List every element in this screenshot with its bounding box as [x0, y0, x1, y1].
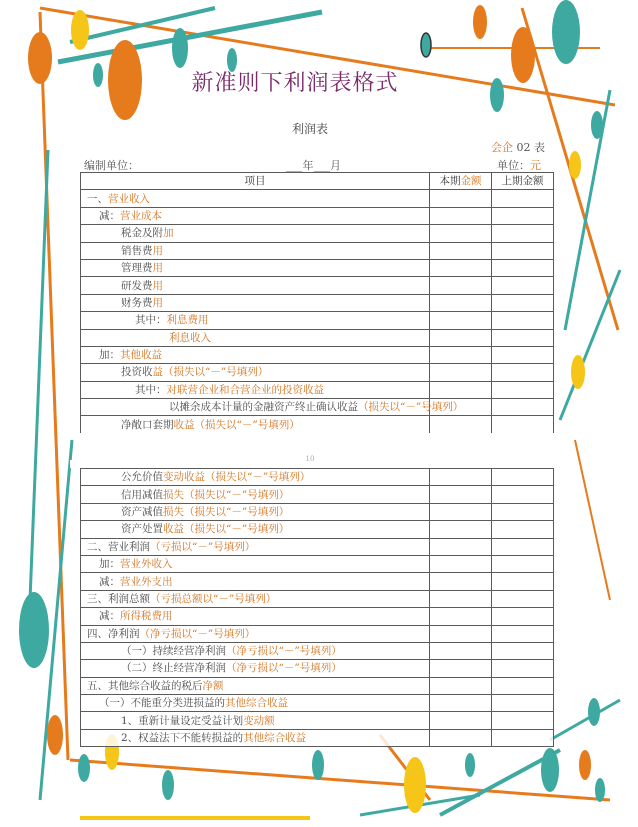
- previous-period-amount-cell[interactable]: [492, 695, 554, 712]
- form-code-number: 02 表: [516, 141, 545, 154]
- line-item-label: [81, 521, 430, 538]
- current-period-amount-cell[interactable]: [430, 590, 492, 607]
- current-period-amount-cell[interactable]: [430, 381, 492, 398]
- line-item-label: [81, 207, 430, 224]
- current-period-amount-cell[interactable]: [430, 660, 492, 677]
- line-item-text: 资产减值: [121, 505, 163, 518]
- previous-period-amount-cell[interactable]: [492, 486, 554, 503]
- line-item-highlight: 营业收入: [108, 192, 150, 205]
- income-statement-table-part1: [80, 172, 554, 433]
- deco-blob-orange-bottom: [579, 750, 591, 780]
- deco-blob-yellow-bottom2: [404, 757, 426, 813]
- current-period-amount-cell[interactable]: [430, 294, 492, 311]
- line-item-label: [81, 660, 430, 677]
- table-row: [81, 521, 554, 538]
- line-item-label: [81, 590, 430, 607]
- table-row: [81, 695, 554, 712]
- line-item-label: [81, 399, 464, 416]
- deco-blob-orange-left-low: [47, 715, 63, 755]
- table-row: [81, 364, 554, 381]
- line-item-highlight: 其他综合收益: [225, 697, 288, 710]
- deco-line-teal-right3: [550, 700, 620, 740]
- line-item-highlight: 用: [152, 244, 163, 257]
- line-item-text: 投资收: [121, 366, 153, 379]
- current-period-amount-cell[interactable]: [430, 207, 492, 224]
- table-row: [81, 242, 554, 259]
- current-period-amount-cell[interactable]: [430, 469, 492, 486]
- current-period-amount-cell[interactable]: [430, 346, 492, 363]
- previous-period-amount-cell[interactable]: [492, 660, 554, 677]
- report-period: ___年___月: [286, 159, 341, 172]
- line-item-highlight: （损失以“－”号填列）: [358, 401, 464, 414]
- line-item-highlight: 收益（损失以“－”号填列）: [163, 523, 290, 536]
- previous-period-amount-cell[interactable]: [492, 259, 554, 276]
- previous-period-amount-cell[interactable]: [492, 225, 554, 242]
- previous-period-amount-cell[interactable]: [492, 538, 554, 555]
- table-body-part2: [81, 469, 554, 747]
- previous-period-amount-cell[interactable]: [492, 294, 554, 311]
- deco-line-teal-left2: [30, 150, 48, 600]
- table-row: [81, 590, 554, 607]
- line-item-text: 财务费: [121, 296, 153, 309]
- current-period-amount-cell[interactable]: [430, 503, 492, 520]
- previous-period-amount-cell[interactable]: [492, 608, 554, 625]
- line-item-label: [81, 695, 430, 712]
- current-period-amount-cell[interactable]: [430, 259, 492, 276]
- line-item-highlight: （净亏损以“－”号填列）: [226, 645, 342, 658]
- previous-period-amount-cell[interactable]: [492, 590, 554, 607]
- table-row: [81, 573, 554, 590]
- line-item-label: [81, 642, 430, 659]
- table-body-part1: [81, 190, 554, 433]
- line-item-text: 其中：: [135, 383, 167, 396]
- current-period-amount-cell[interactable]: [430, 555, 492, 572]
- line-item-label: [81, 346, 430, 363]
- current-period-amount-cell[interactable]: [430, 677, 492, 694]
- previous-period-amount-cell[interactable]: [492, 329, 554, 346]
- page-title: 新准则下利润表格式: [191, 71, 399, 96]
- deco-blob-teal-bottom4: [465, 753, 475, 777]
- line-item-label: [81, 608, 430, 625]
- line-item-text: 四、净利润: [87, 627, 140, 640]
- line-item-label: [81, 259, 430, 276]
- income-statement-table-part2: [80, 468, 554, 747]
- table-row: [81, 608, 554, 625]
- line-item-text: 其中：: [135, 314, 167, 327]
- line-item-label: [81, 712, 430, 729]
- previous-period-amount-cell[interactable]: [492, 277, 554, 294]
- line-item-label: [81, 503, 430, 520]
- currency-unit-label: 单位：: [497, 159, 530, 172]
- table-row: [81, 625, 554, 642]
- line-item-label: [81, 312, 430, 329]
- form-code: [491, 139, 545, 155]
- line-item-text: 减：: [99, 209, 120, 222]
- line-item-label: [81, 486, 430, 503]
- line-item-highlight: 营业成本: [120, 209, 162, 222]
- line-item-text: （一）不能重分类进损益的: [99, 697, 225, 710]
- page-number: 10: [305, 455, 315, 463]
- table-row: [81, 312, 554, 329]
- previous-period-amount-cell[interactable]: [492, 207, 554, 224]
- table-row: [81, 329, 554, 346]
- previous-period-amount-cell[interactable]: [492, 642, 554, 659]
- table-row: [81, 399, 554, 416]
- deco-blob-yellow-right: [569, 151, 581, 179]
- table-row: [81, 555, 554, 572]
- line-item-highlight: 其他收益: [120, 349, 162, 362]
- current-period-amount-cell[interactable]: [430, 625, 492, 642]
- line-item-label: [81, 416, 430, 433]
- table-row: [81, 381, 554, 398]
- previous-period-amount-cell[interactable]: [492, 625, 554, 642]
- table-row: [81, 469, 554, 486]
- previous-period-amount-cell[interactable]: [492, 469, 554, 486]
- deco-blob-teal-bottom5: [541, 748, 559, 792]
- deco-line-orange-right3: [575, 440, 610, 600]
- previous-period-amount-cell[interactable]: [492, 346, 554, 363]
- current-period-amount-cell[interactable]: [430, 329, 492, 346]
- table-row: [81, 538, 554, 555]
- line-item-text: 以摊余成本计量的金融资产终止确认收益: [169, 401, 358, 414]
- table-row: [81, 503, 554, 520]
- deco-line-teal-bottom: [440, 750, 560, 815]
- line-item-label: [81, 469, 430, 486]
- table-header-row: [81, 173, 554, 190]
- current-period-amount-cell[interactable]: [430, 729, 492, 746]
- line-item-text: 销售费: [121, 244, 153, 257]
- header-current-period: [430, 173, 492, 190]
- table-row: [81, 486, 554, 503]
- line-item-highlight: 营业外支出: [120, 575, 173, 588]
- line-item-text: 二、营业利润: [87, 540, 150, 553]
- line-item-highlight: （净亏损以“－”号填列）: [226, 662, 342, 675]
- current-period-amount-cell[interactable]: [430, 712, 492, 729]
- line-item-label: [81, 329, 430, 346]
- previous-period-amount-cell[interactable]: [492, 381, 554, 398]
- line-item-label: [81, 625, 430, 642]
- line-item-highlight: 加: [163, 227, 174, 240]
- table-row: [81, 294, 554, 311]
- line-item-label: [81, 225, 430, 242]
- line-item-text: 三、利润总额: [87, 592, 150, 605]
- line-item-text: 公允价值: [121, 471, 163, 484]
- table-row: [81, 416, 554, 433]
- current-period-amount-cell[interactable]: [430, 242, 492, 259]
- previous-period-amount-cell[interactable]: [492, 364, 554, 381]
- table-row: [81, 259, 554, 276]
- line-item-text: 一、: [87, 192, 108, 205]
- line-item-label: [81, 538, 430, 555]
- statement-title: 利润表: [291, 122, 328, 136]
- current-period-amount-cell[interactable]: [430, 486, 492, 503]
- line-item-text: 五、其他综合收益的税后: [87, 679, 203, 692]
- previous-period-amount-cell[interactable]: [492, 416, 554, 433]
- current-period-amount-cell[interactable]: [430, 538, 492, 555]
- form-code-prefix: 会企: [491, 141, 513, 154]
- line-item-highlight: 用: [152, 279, 163, 292]
- previous-period-amount-cell[interactable]: [492, 729, 554, 746]
- line-item-label: [81, 573, 430, 590]
- deco-blob-teal-bottom3: [312, 750, 324, 780]
- table-row: [81, 677, 554, 694]
- line-item-label: [81, 190, 430, 207]
- previous-period-amount-cell[interactable]: [492, 190, 554, 207]
- table-row: [81, 346, 554, 363]
- line-item-text: （二）终止经营净利润: [121, 662, 226, 675]
- line-item-highlight: 所得税费用: [120, 610, 173, 623]
- current-period-amount-cell[interactable]: [430, 416, 492, 433]
- table-row: [81, 642, 554, 659]
- header-current-prefix: 本期: [439, 175, 461, 188]
- line-item-text: 资产处置: [121, 523, 163, 536]
- line-item-text: 净敞口套期: [121, 418, 174, 431]
- line-item-text: 管理费: [121, 262, 153, 275]
- deco-blob-teal-bottom7: [595, 778, 605, 802]
- line-item-highlight: 变动收益（损失以“－”号填列）: [163, 471, 311, 484]
- current-period-amount-cell[interactable]: [430, 608, 492, 625]
- previous-period-amount-cell[interactable]: [492, 712, 554, 729]
- table-row: [81, 225, 554, 242]
- line-item-text: 加：: [99, 349, 120, 362]
- line-item-highlight: 变动额: [243, 714, 275, 727]
- current-period-amount-cell[interactable]: [430, 312, 492, 329]
- deco-blob-yellow-left: [71, 10, 89, 50]
- line-item-highlight: 益（损失以“－”号填列）: [152, 366, 269, 379]
- line-item-highlight: 对联营企业和合营企业的投资收益: [166, 383, 324, 396]
- line-item-highlight: （亏损总额以“－”号填列）: [150, 592, 277, 605]
- line-item-label: [81, 242, 430, 259]
- line-item-highlight: （亏损以“－”号填列）: [150, 540, 256, 553]
- current-period-amount-cell[interactable]: [430, 642, 492, 659]
- current-period-amount-cell[interactable]: [430, 364, 492, 381]
- line-item-label: [81, 277, 430, 294]
- line-item-text: （一）持续经营净利润: [121, 645, 226, 658]
- line-item-text: 减：: [99, 575, 120, 588]
- line-item-highlight: 损失（损失以“－”号填列）: [163, 505, 290, 518]
- previous-period-amount-cell[interactable]: [492, 573, 554, 590]
- table-row: [81, 207, 554, 224]
- previous-period-amount-cell[interactable]: [492, 503, 554, 520]
- current-period-amount-cell[interactable]: [430, 190, 492, 207]
- deco-blob-yellow-right2: [571, 355, 585, 389]
- line-item-text: 减：: [99, 610, 120, 623]
- previous-period-amount-cell[interactable]: [492, 399, 554, 416]
- deco-blob-teal-top: [172, 28, 188, 68]
- line-item-highlight: 利息费用: [166, 314, 209, 327]
- current-period-amount-cell[interactable]: [430, 521, 492, 538]
- current-period-amount-cell[interactable]: [430, 573, 492, 590]
- line-item-highlight: 净额: [202, 679, 224, 692]
- table-row: [81, 660, 554, 677]
- header-current-suffix: 金额: [460, 175, 482, 188]
- currency-unit-value: 元: [530, 159, 541, 172]
- deco-blob-orange-top: [473, 5, 487, 39]
- currency-unit: [497, 157, 541, 173]
- line-item-text: 研发费: [121, 279, 153, 292]
- line-item-label: [81, 677, 430, 694]
- line-item-highlight: 用: [152, 262, 163, 275]
- line-item-highlight: 其他综合收益: [243, 732, 307, 745]
- previous-period-amount-cell[interactable]: [492, 312, 554, 329]
- line-item-highlight: （净亏损以“－”号填列）: [139, 627, 256, 640]
- table-row: [81, 729, 554, 746]
- line-item-text: 1、重新计量设定受益计划: [121, 714, 244, 727]
- deco-blob-teal-center: [421, 33, 431, 57]
- previous-period-amount-cell[interactable]: [492, 555, 554, 572]
- line-item-label: [81, 364, 430, 381]
- deco-blob-teal-bottom2: [162, 770, 174, 800]
- line-item-highlight: 损失（损失以“－”号填列）: [163, 488, 290, 501]
- line-item-label: [81, 294, 430, 311]
- line-item-text: 加：: [99, 558, 120, 571]
- line-item-label: [81, 555, 430, 572]
- deco-blob-teal-bottom1: [78, 754, 90, 782]
- deco-blob-teal-right: [552, 0, 580, 64]
- current-period-amount-cell[interactable]: [430, 225, 492, 242]
- line-item-label: [81, 729, 430, 746]
- deco-blob-teal-bottom6: [588, 698, 600, 726]
- table-row: [81, 277, 554, 294]
- header-item: 项目: [81, 173, 430, 190]
- line-item-highlight: 利息收入: [169, 331, 211, 344]
- line-item-text: 2、权益法下不能转损益的: [121, 732, 244, 745]
- current-period-amount-cell[interactable]: [430, 277, 492, 294]
- current-period-amount-cell[interactable]: [430, 695, 492, 712]
- previous-period-amount-cell[interactable]: [492, 242, 554, 259]
- deco-line-teal-right2: [560, 270, 620, 420]
- previous-period-amount-cell[interactable]: [492, 677, 554, 694]
- deco-blob-teal-left-mid: [19, 592, 49, 668]
- line-item-highlight: 收益（损失以“－”号填列）: [173, 418, 300, 431]
- preparer-unit-label: 编制单位：: [84, 159, 139, 172]
- line-item-text: 税金及附: [121, 227, 163, 240]
- header-previous-period: 上期金额: [492, 173, 554, 190]
- line-item-text: 信用减值: [121, 488, 163, 501]
- table-row: [81, 190, 554, 207]
- previous-period-amount-cell[interactable]: [492, 521, 554, 538]
- line-item-label: [81, 381, 430, 398]
- line-item-highlight: 用: [152, 296, 163, 309]
- line-item-highlight: 营业外收入: [120, 558, 173, 571]
- table-row: [81, 712, 554, 729]
